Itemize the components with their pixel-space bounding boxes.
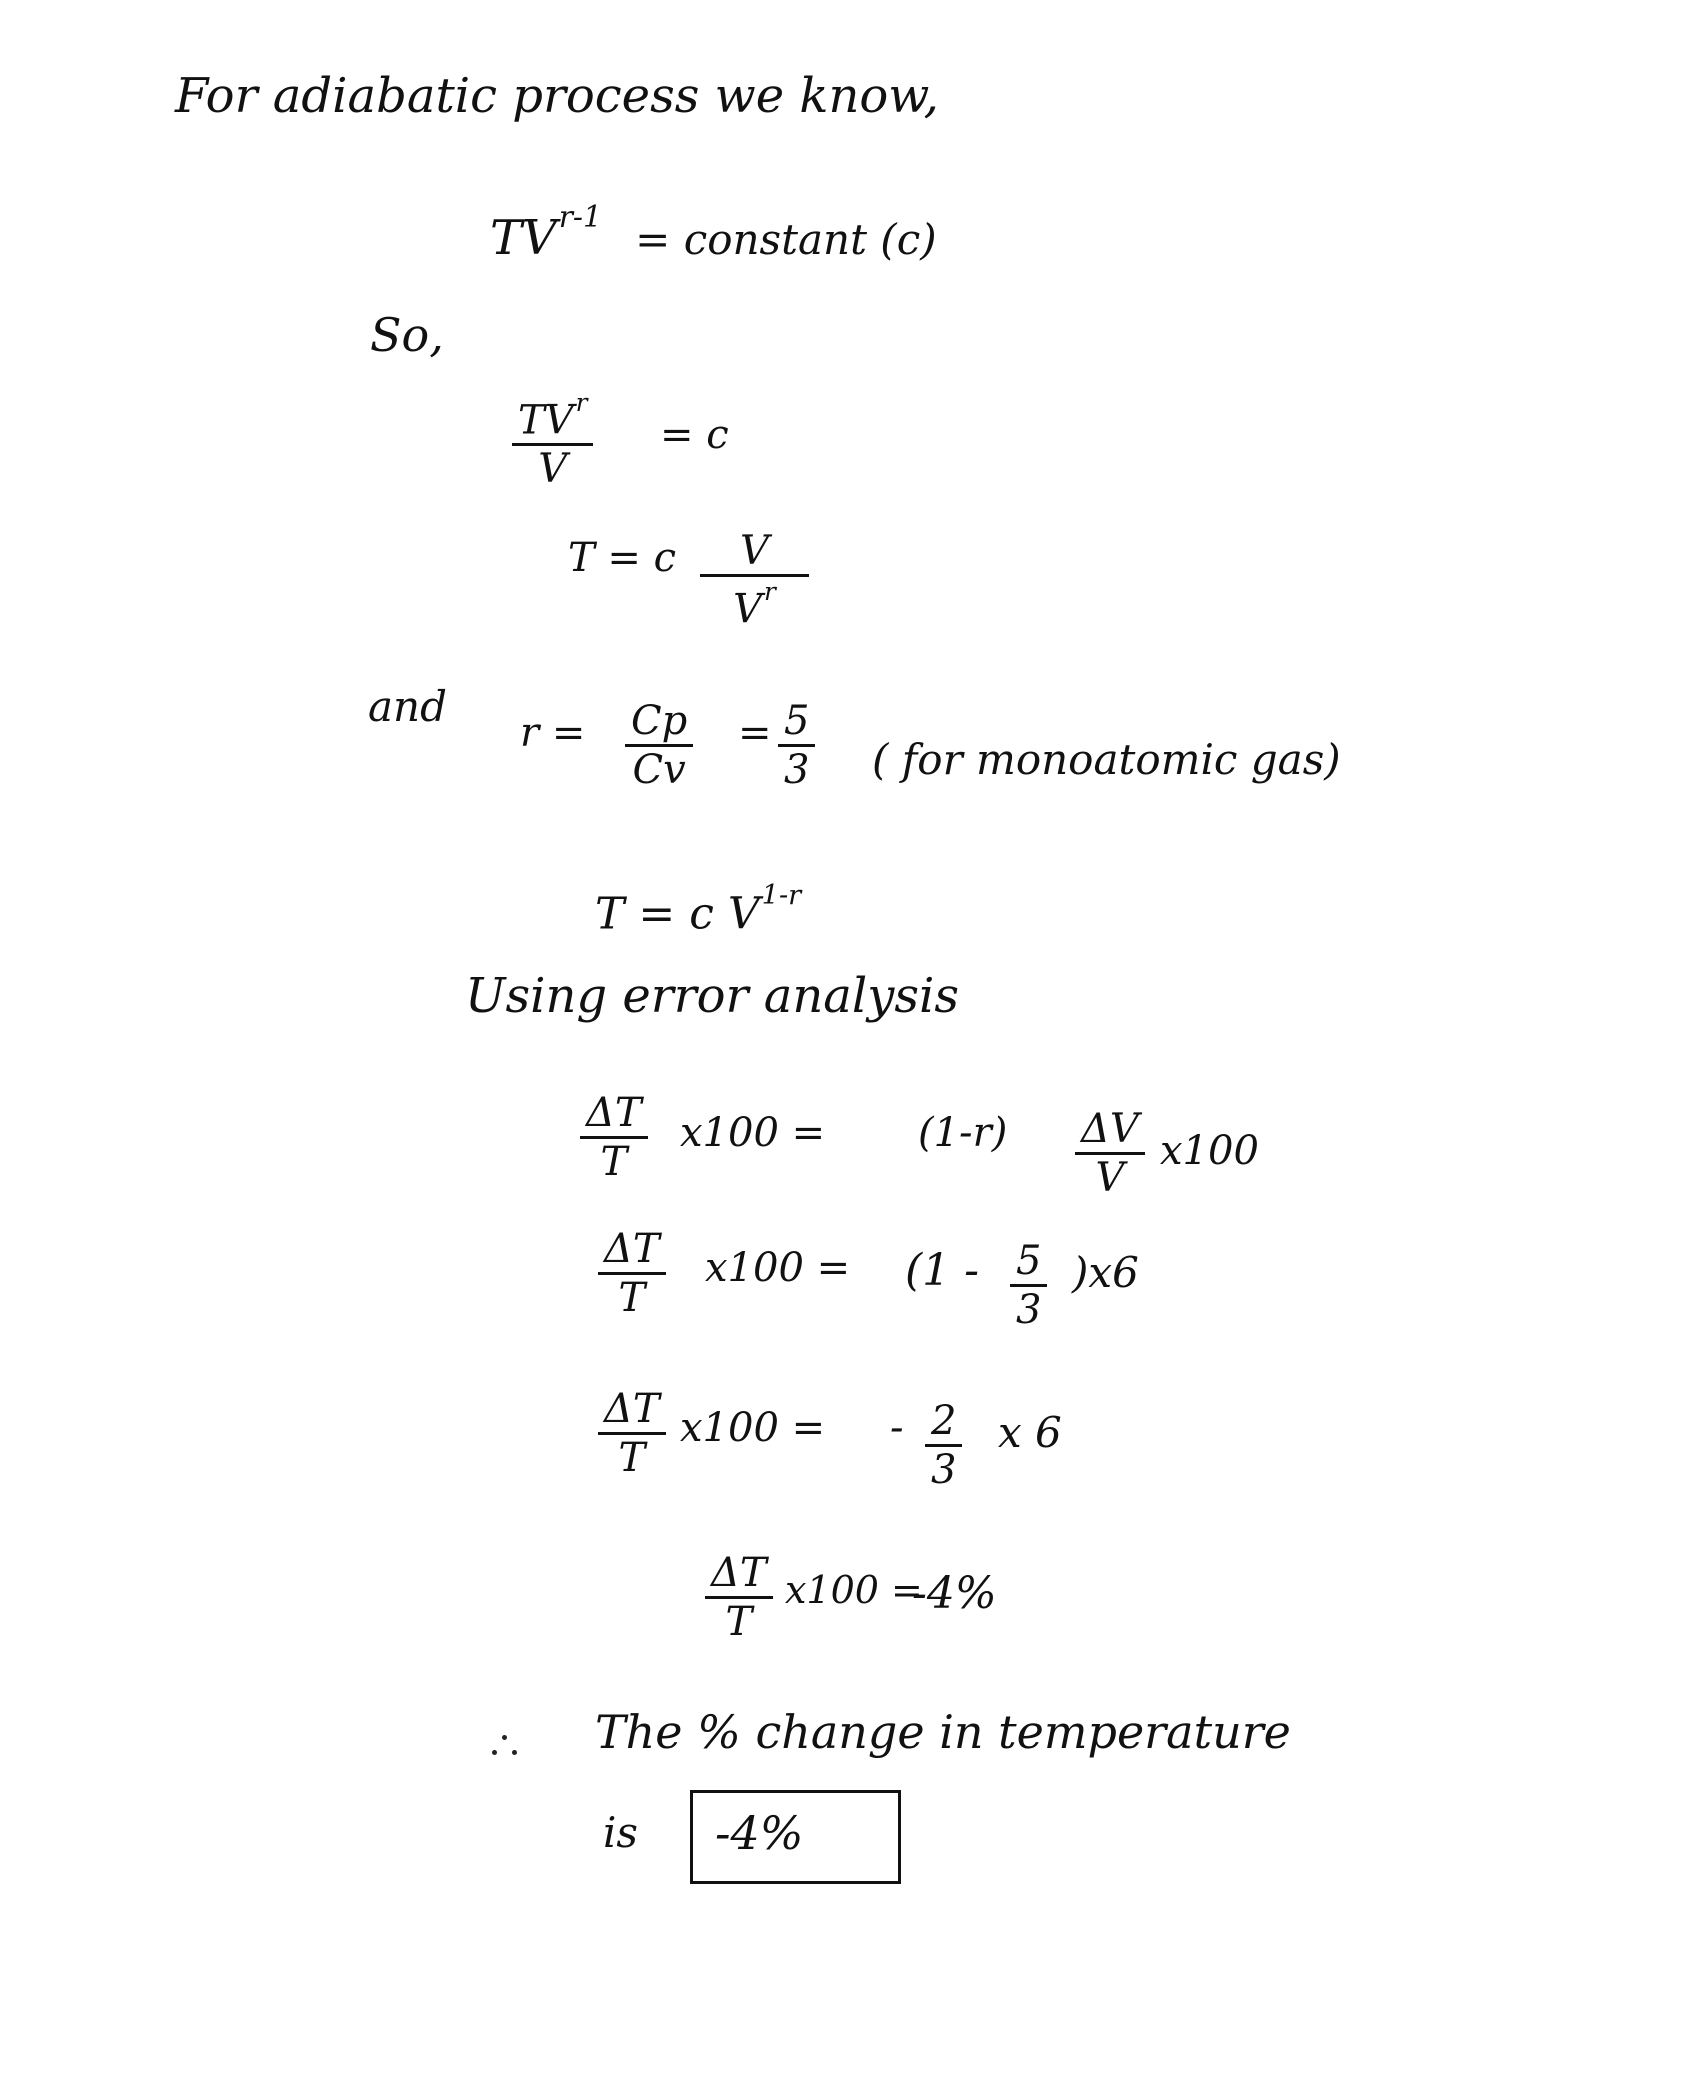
eq1-mid: x100 = [680, 1110, 826, 1156]
eq4-rhs: -4% [912, 1568, 997, 1619]
eq1-t: T [600, 1139, 628, 1185]
eq1-rhs-fraction [1075, 1108, 1145, 1199]
therefore-dot-right [512, 1750, 517, 1755]
eq1-delta-t: ΔT [580, 1092, 648, 1139]
eq3-lhs-fraction [598, 1388, 666, 1479]
gamma-cv: Cv [632, 747, 686, 793]
step2-numerator: V [700, 530, 809, 577]
step2-den-exponent: r [763, 577, 776, 606]
eq2-rhs-fraction [1010, 1240, 1047, 1331]
step1-denominator: V [538, 446, 568, 493]
gamma-note: ( for monoatomic gas) [872, 735, 1341, 784]
eq3-delta-t: ΔT [598, 1388, 666, 1435]
eq1-v: V [1095, 1155, 1125, 1201]
eq3-two: 2 [925, 1400, 962, 1447]
eq2-mid: x100 = [705, 1245, 851, 1291]
step1-fraction [512, 388, 593, 493]
eq2-t: T [618, 1275, 646, 1321]
conclusion-line: The % change in temperature [595, 1705, 1291, 1759]
eq3-rhs-fraction [925, 1400, 962, 1491]
eq4-t: T [725, 1599, 753, 1645]
answer-value: -4% [715, 1806, 804, 1860]
eq1-delta-v: ΔV [1075, 1108, 1145, 1155]
gamma-five: 5 [778, 700, 815, 747]
step3-exponent: 1-r [761, 880, 802, 911]
eq3-three: 3 [931, 1447, 957, 1493]
eq4-mid: x100 = [785, 1568, 923, 1612]
step3-equation [595, 880, 801, 940]
gamma-equals: = [738, 710, 772, 756]
therefore-dot-left [492, 1750, 497, 1755]
step3-lhs: T = c V [595, 888, 760, 940]
gamma-three: 3 [784, 747, 810, 793]
eq2-lhs-fraction [598, 1228, 666, 1319]
eq3-rhs-pre: - [890, 1405, 904, 1451]
eq4-delta-t: ΔT [705, 1552, 773, 1599]
eq4-lhs-fraction [705, 1552, 773, 1643]
gamma-cp: Cp [625, 700, 693, 747]
step1-numerator: TV [518, 397, 574, 444]
error-analysis-heading: Using error analysis [465, 968, 959, 1024]
eq3-rhs-post: x 6 [998, 1408, 1062, 1457]
adiabatic-relation [490, 200, 937, 266]
eq2-three: 3 [1016, 1287, 1042, 1333]
step2-fraction [700, 528, 809, 633]
eq3-t: T [618, 1435, 646, 1481]
eq2-delta-t: ΔT [598, 1228, 666, 1275]
is-label: is [603, 1808, 638, 1857]
eq1-rhs-pre: (1-r) [918, 1110, 1008, 1156]
eq1-rhs-post: x100 [1160, 1128, 1259, 1174]
gamma-lhs: r = [520, 710, 586, 756]
therefore-dot-top [502, 1735, 507, 1740]
eq2-rhs-pre: (1 - [905, 1245, 980, 1296]
step2-lhs: T = c [568, 535, 677, 581]
intro-line: For adiabatic process we know, [175, 68, 939, 124]
step1-rhs: = c [660, 412, 729, 458]
eq2-rhs-post: )x6 [1072, 1248, 1139, 1297]
eq3-mid: x100 = [680, 1405, 826, 1451]
so-label: So, [370, 308, 444, 362]
and-label: and [368, 682, 447, 731]
relation-rhs: = constant (c) [635, 214, 937, 264]
gamma-five-thirds [778, 700, 815, 791]
step2-denominator: V [733, 586, 762, 633]
step1-exponent: r [575, 388, 588, 417]
relation-exponent: r-1 [558, 200, 602, 235]
eq2-five: 5 [1010, 1240, 1047, 1287]
gamma-cp-cv [625, 700, 693, 791]
relation-lhs: TV [490, 209, 557, 266]
eq1-lhs-fraction [580, 1092, 648, 1183]
